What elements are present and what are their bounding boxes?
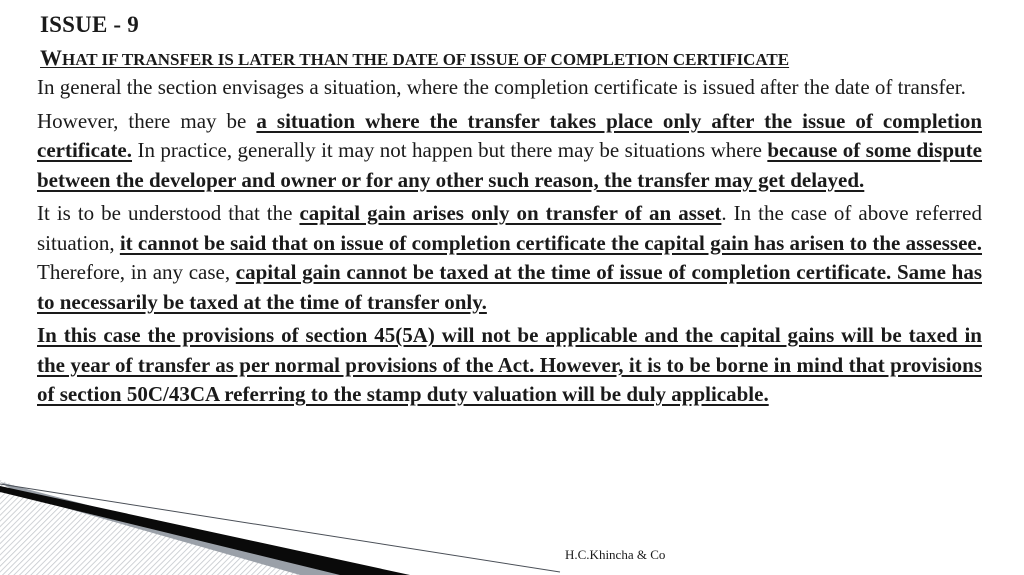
emphasized-text: In this case the provisions of section 45(5A) will not be applicable and the capital gains will be taxed in the year of transfer as per normal provisions of the Act. However, it is to be borne in mind that provisions of section 50C/43CA referring to the stamp duty valuation will be duly applicable.	[37, 323, 982, 406]
footer-firm-name: H.C.Khincha & Co	[565, 547, 666, 562]
paragraph-3	[37, 199, 982, 317]
subtitle-initial: W	[40, 45, 62, 70]
emphasized-text: it cannot be said that on issue of completion certificate the capital gain has arisen to the assessee.	[119, 230, 982, 255]
text-run: In general the section envisages a situation, where the completion certificate is issued after the date of transfer.	[37, 75, 966, 99]
slide-subtitle	[40, 45, 985, 71]
text-run: It is to be understood that the	[37, 201, 300, 225]
emphasized-text: capital gain cannot be taxed at the time of issue of completion certificate. Same has to necessarily be taxed at the time of transfer only.	[37, 260, 982, 314]
text-run: Therefore, in any case,	[37, 260, 236, 284]
text-run: However, there may be	[37, 108, 257, 133]
emphasized-text: a situation where the transfer takes place only after the issue of completion certificate.	[37, 108, 982, 162]
emphasized-text: capital gain arises only on transfer of an asset	[299, 201, 722, 225]
paragraph-2	[37, 107, 982, 196]
issue-title: ISSUE - 9	[40, 12, 139, 37]
text-run: In practice, generally it may not happen but there may be situations where	[132, 138, 768, 162]
text-run: . In the case of above referred situation,	[37, 201, 982, 255]
slide-body	[37, 73, 982, 414]
paragraph-1	[37, 73, 982, 103]
subtitle-text: HAT IF TRANSFER IS LATER THAN THE DATE OF ISSUE OF COMPLETION CERTIFICATE	[62, 50, 790, 69]
paragraph-4	[37, 321, 982, 410]
emphasized-text: because of some dispute between the developer and owner or for any other such reason, the transfer may get delayed.	[37, 138, 982, 192]
